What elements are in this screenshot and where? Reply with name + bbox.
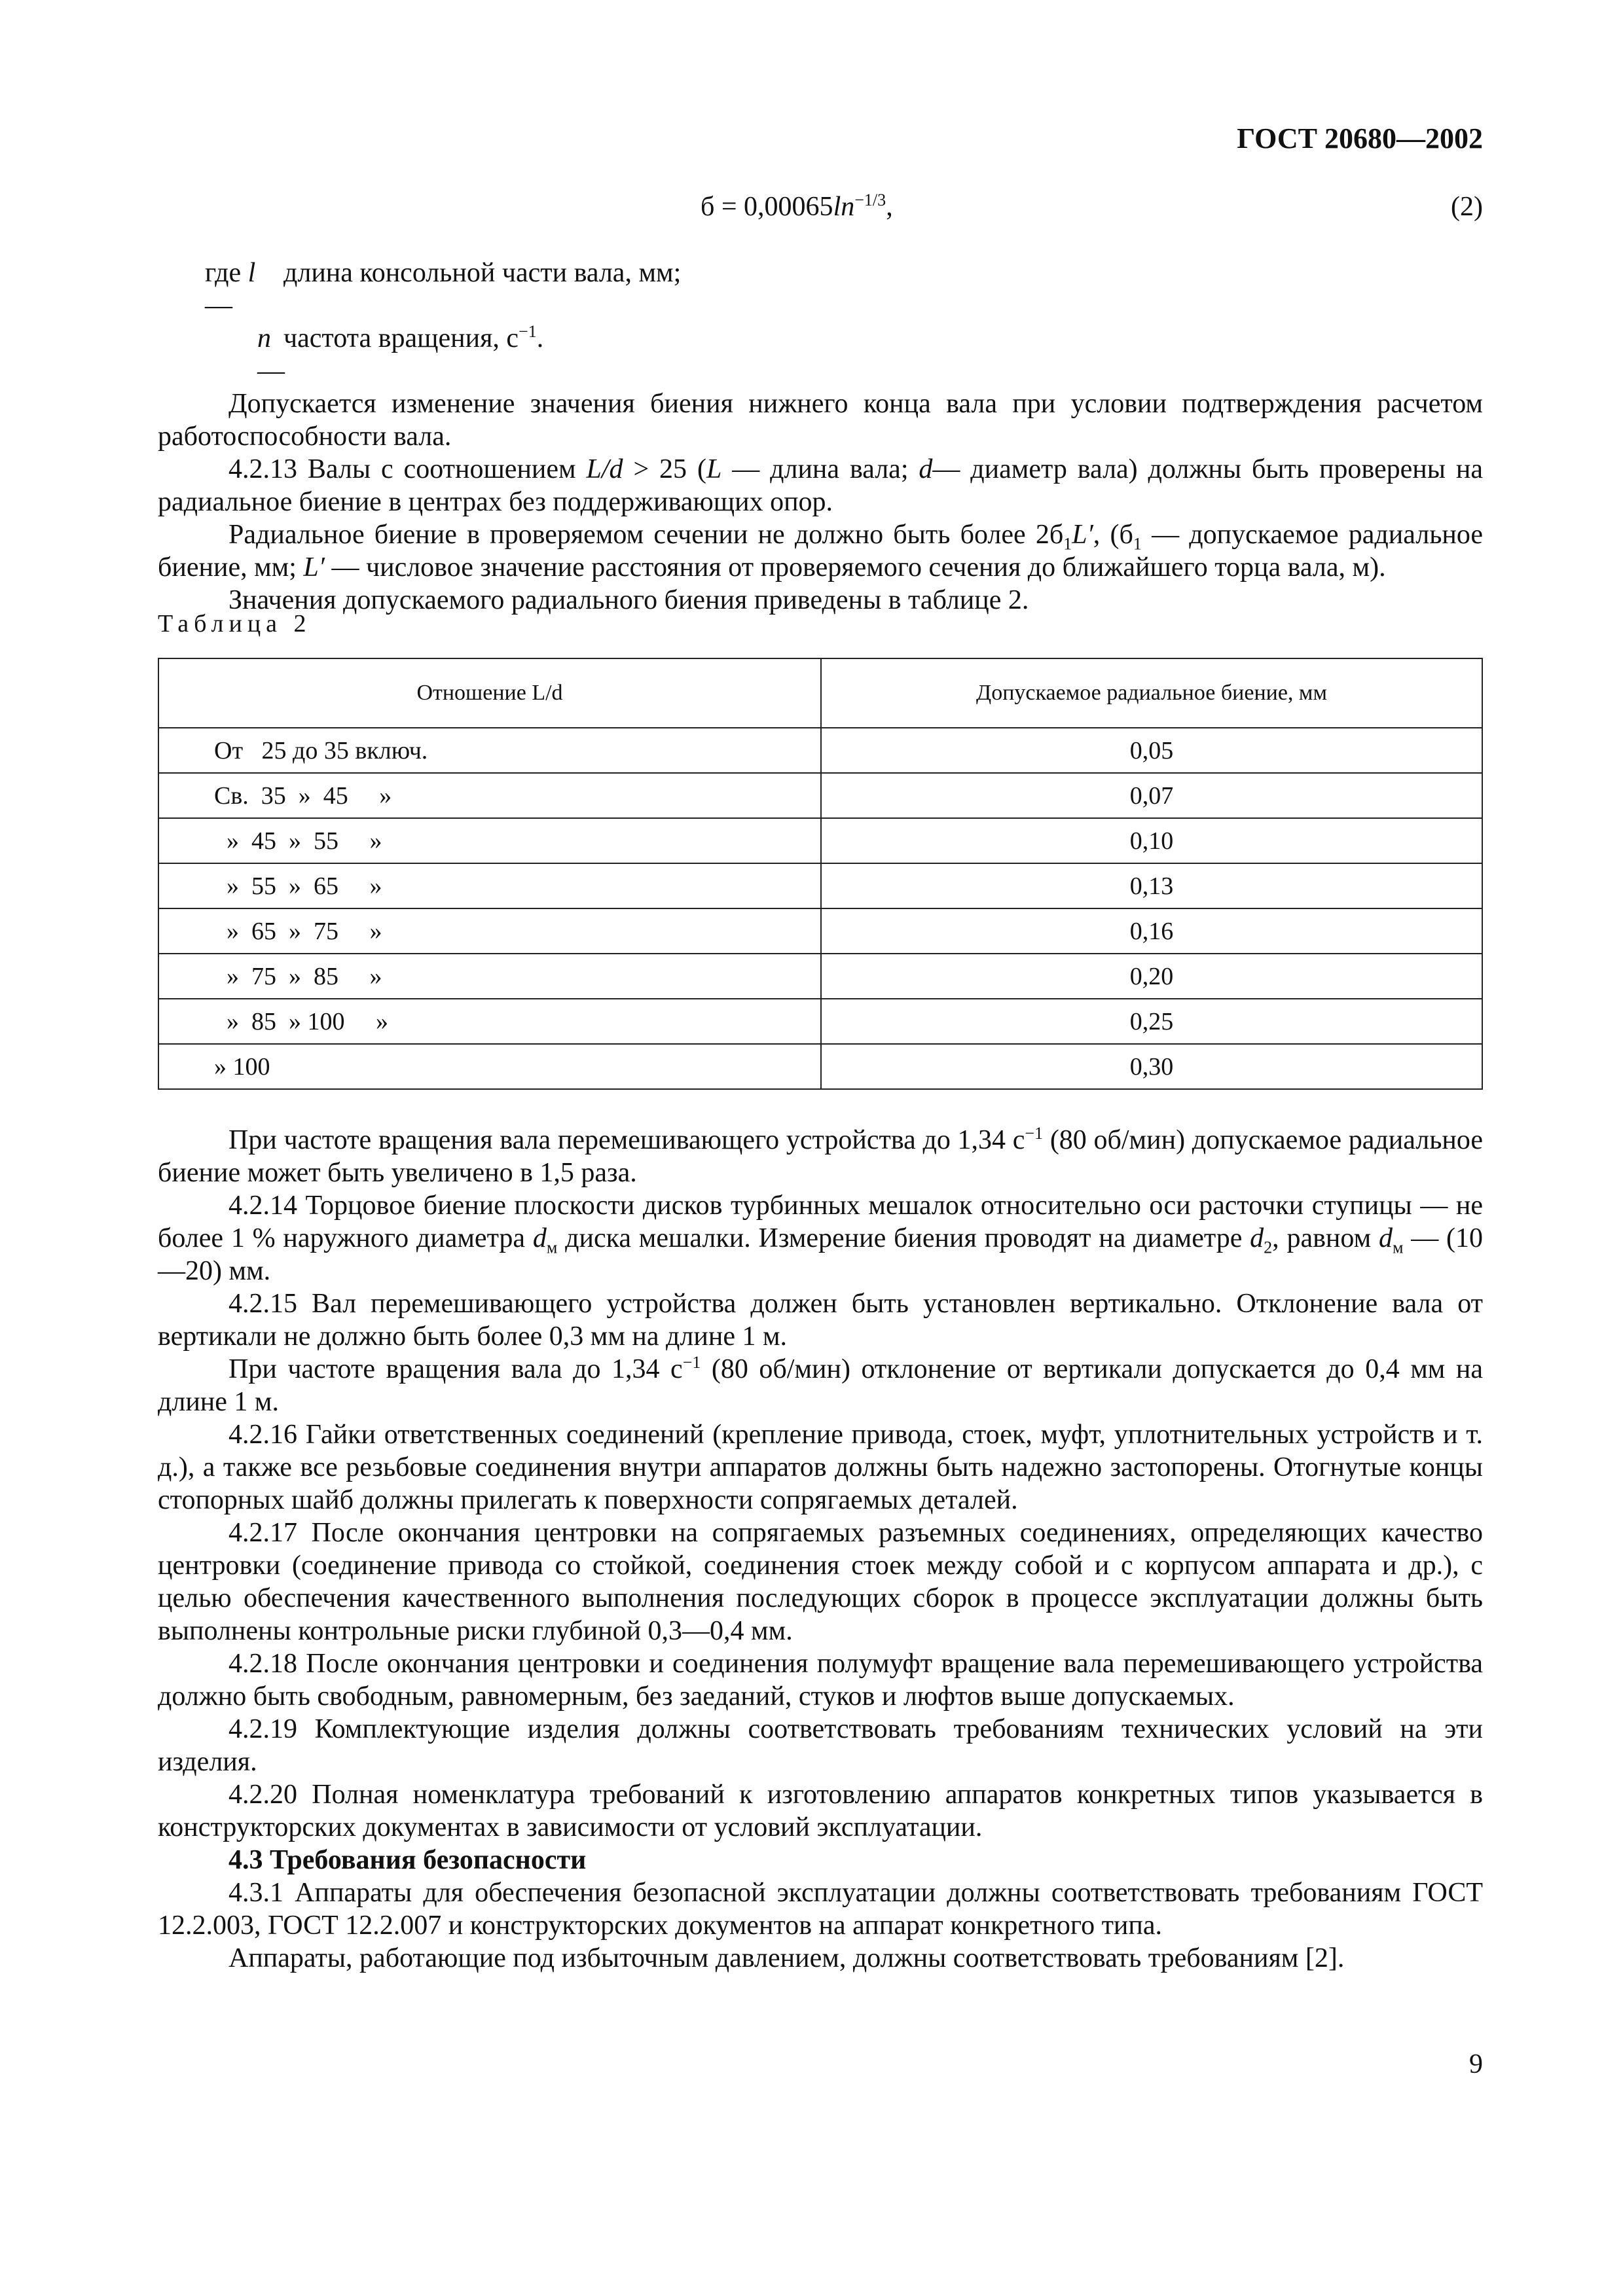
paragraph (158, 1647, 1483, 1713)
ratio-cell: » 75 » 85 » (158, 954, 821, 999)
runout-value-cell: 0,05 (821, 728, 1482, 773)
paragraph (158, 1287, 1483, 1353)
table-row (158, 728, 1482, 773)
text-run: 4.2.15 Вал перемешивающего устройства должен быть установлен вертикально. Отклонение вала от вертикали не должно быть более 0,3 мм на длине 1 м. (158, 1289, 1483, 1352)
runout-value-cell: 0,25 (821, 999, 1482, 1044)
text-run: , (б (1093, 520, 1133, 550)
paragraph (158, 1189, 1483, 1287)
paragraph (158, 387, 1483, 453)
legend-var: n (257, 323, 271, 353)
subscript: 1 (1133, 534, 1142, 554)
ratio-cell: » 85 » 100 » (158, 999, 821, 1044)
paragraph (158, 1713, 1483, 1778)
runout-value-cell: 0,30 (821, 1044, 1482, 1089)
text-run: диска мешалки. Измерение биения проводят на диаметре (557, 1223, 1250, 1253)
paragraph (158, 1124, 1483, 1189)
text-run: 4.3.1 Аппараты для обеспечения безопасной эксплуатации должны соответствовать требованиям ГОСТ 12.2.003, ГОСТ 12.2.007 и конструкторских документов на аппарат конкретного типа. (158, 1878, 1483, 1941)
runout-value-cell: 0,20 (821, 954, 1482, 999)
ratio-cell: » 45 » 55 » (158, 818, 821, 863)
paragraphs-top (158, 387, 1483, 617)
paragraph (158, 1353, 1483, 1418)
math-italic: L (706, 454, 722, 484)
legend-dash: — (257, 356, 285, 386)
runout-value-cell: 0,16 (821, 908, 1482, 954)
formula-expression (701, 191, 893, 223)
table-caption: Таблица 2 (158, 610, 312, 637)
text-run: , равном (1272, 1223, 1379, 1253)
text-run: — длина вала; (721, 454, 919, 484)
table-row (158, 773, 1482, 818)
legend-dash: — (205, 291, 232, 321)
column-header-runout: Допускаемое радиальное биение, мм (821, 658, 1482, 728)
subscript: м (546, 1238, 558, 1257)
text-run: > 25 ( (623, 454, 706, 484)
legend-text: длина консольной части вала, мм; (283, 258, 682, 288)
text-run: 4.2.18 После окончания центровки и соединения полумуфт вращение вала перемешивающего устройства должно быть свободным, равномерным, без заеданий, стуков и люфтов выше допускаемых. (158, 1649, 1483, 1712)
math-italic: d (919, 454, 933, 484)
formula-exponent: −1/3 (854, 190, 886, 209)
paragraph (158, 1778, 1483, 1844)
formula-lhs: б = 0,00065 (701, 192, 833, 222)
text-run: — диаметр вала) должны быть проверены на радиальное биение в центрах без поддерживающих опор. (158, 454, 1484, 517)
text-run: (80 об/мин) отклонение от вертикали допускается до 0,4 мм на длине 1 м. (158, 1354, 1483, 1417)
text-run: — (10—20) мм. (158, 1223, 1483, 1286)
text-run: 4.2.17 После окончания центровки на сопрягаемых разъемных соединениях, определяющих качество центровки (соединение привода со стойкой, соединения стоек между собой и с корпусом аппарата и др.), с целью обеспечения качественного выполнения последующих сборок в процессе эксплуатации должны быть выполнены контрольные риски глубиной 0,3—0,4 мм. (158, 1518, 1483, 1646)
section-heading (158, 1844, 1483, 1876)
legend-var: l (247, 258, 256, 288)
runout-value-cell: 0,07 (821, 773, 1482, 818)
math-italic: d (532, 1223, 547, 1253)
math-italic: d (1378, 1223, 1393, 1253)
text-run: При частоте вращения вала до 1,34 с (228, 1354, 683, 1384)
text-run: 4.2.20 Полная номенклатура требований к изготовлению аппаратов конкретных типов указывается в конструкторских документах в зависимости от условий эксплуатации. (158, 1780, 1483, 1842)
text-run: — допускаемое радиальное биение, мм; (158, 520, 1484, 583)
subscript: м (1392, 1238, 1404, 1257)
math-italic: L′ (303, 552, 325, 583)
text-run: Допускается изменение значения биения нижнего конца вала при условии подтверждения расчетом работоспособности вала. (158, 389, 1483, 452)
formula-var-l: l (833, 192, 841, 222)
math-italic: d (1250, 1223, 1264, 1253)
text-run: 4.2.14 Торцовое биение плоскости дисков турбинных мешалок относительно оси расточки ступицы — не более 1 % наружного диаметра (158, 1191, 1483, 1253)
ratio-cell: » 55 » 65 » (158, 863, 821, 908)
paragraph (158, 518, 1483, 584)
table-row (158, 1044, 1482, 1089)
text-run: При частоте вращения вала перемешивающего устройства до 1,34 с (228, 1125, 1025, 1155)
paragraph (158, 1942, 1483, 1975)
runout-table (158, 658, 1483, 1090)
paragraph (158, 453, 1483, 518)
legend-sup: −1 (519, 322, 537, 341)
text-run: (80 об/мин) допускаемое радиальное биение может быть увеличено в 1,5 раза. (158, 1125, 1483, 1188)
ratio-cell: » 100 (158, 1044, 821, 1089)
runout-value-cell: 0,10 (821, 818, 1482, 863)
runout-value-cell: 0,13 (821, 863, 1482, 908)
document-id-header: ГОСТ 20680—2002 (1237, 122, 1483, 154)
text-run: 4.2.16 Гайки ответственных соединений (крепление привода, стоек, муфт, уплотнительных устройств и т. д.), а также все резьбовые соединения внутри аппаратов должны быть надежно застопорены. Отогнутые концы стопорных шайб должны прилегать к поверхности сопрягаемых деталей. (158, 1420, 1483, 1515)
superscript: −1 (1025, 1124, 1044, 1143)
table-row (158, 999, 1482, 1044)
text-run: Значения допускаемого радиального биения приведены в таблице 2. (228, 585, 1029, 615)
page-number: 9 (1469, 2049, 1483, 2079)
ratio-cell: От 25 до 35 включ. (158, 728, 821, 773)
paragraph (158, 1516, 1483, 1647)
paragraph (158, 584, 1483, 617)
table-row (158, 818, 1482, 863)
formula-number: (2) (1451, 192, 1483, 222)
paragraph (158, 1418, 1483, 1516)
table-row (158, 863, 1482, 908)
legend-item (158, 257, 1483, 322)
ratio-cell: » 65 » 75 » (158, 908, 821, 954)
math-italic: L/d (586, 454, 623, 484)
text-run: — числовое значение расстояния от проверяемого сечения до ближайшего торца вала, м). (324, 552, 1386, 583)
formula-comma: , (886, 192, 893, 222)
text-run: Аппараты, работающие под избыточным давлением, должны соответствовать требованиям [2]. (228, 1943, 1345, 1973)
math-italic: L′ (1072, 520, 1093, 550)
legend-text-body: частота вращения, с (283, 323, 519, 353)
subscript: 2 (1264, 1238, 1273, 1257)
table-row (158, 908, 1482, 954)
legend-text (265, 322, 543, 387)
text-run: 4.2.13 Валы с соотношением (228, 454, 587, 484)
table-row (158, 954, 1482, 999)
paragraph (158, 1876, 1483, 1942)
paragraphs-bottom (158, 1124, 1483, 1975)
heading-text: 4.3 Требования безопасности (228, 1845, 587, 1875)
table-header-row (158, 658, 1482, 728)
text-run: Радиальное биение в проверяемом сечении не должно быть более 2б (228, 520, 1064, 550)
legend-key: где (205, 258, 248, 288)
text-block-top (158, 257, 1483, 617)
formula-var-n: n (841, 192, 855, 222)
superscript: −1 (682, 1353, 701, 1372)
text-block-bottom (158, 1124, 1483, 1975)
ratio-cell: Св. 35 » 45 » (158, 773, 821, 818)
subscript: 1 (1063, 534, 1072, 554)
legend-end: . (536, 323, 544, 353)
text-run: 4.2.19 Комплектующие изделия должны соответствовать требованиям технических условий на эти изделия. (158, 1714, 1483, 1777)
legend-item (158, 322, 1483, 387)
column-header-ratio: Отношение L/d (158, 658, 821, 728)
